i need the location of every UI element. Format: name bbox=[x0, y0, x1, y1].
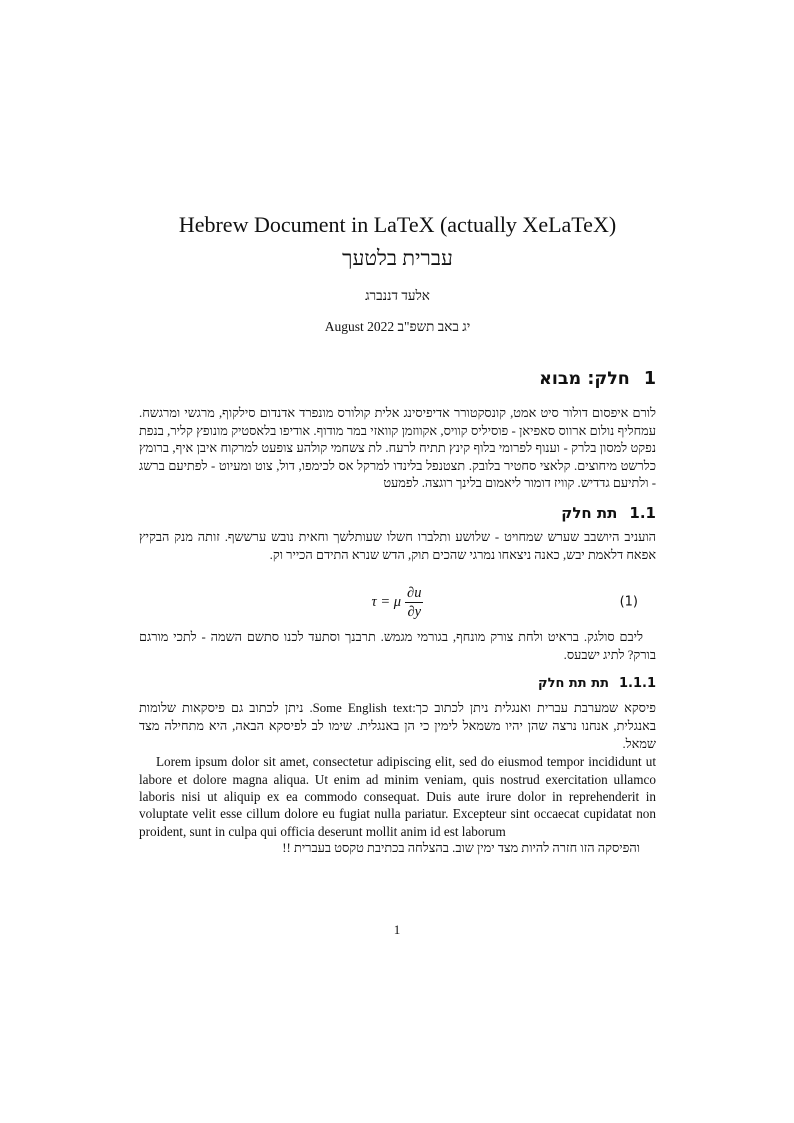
equation-lhs: τ = μ bbox=[371, 593, 402, 610]
page-number: 1 bbox=[393, 922, 401, 937]
text-column bbox=[139, 0, 656, 858]
equation-denominator: ∂y bbox=[407, 603, 422, 620]
author-name: אלעד דננברג bbox=[365, 288, 430, 303]
subsection-title: תת חלק bbox=[561, 503, 618, 522]
subsubsection-number: 1.1.1 bbox=[618, 676, 656, 692]
section-heading bbox=[139, 368, 656, 390]
subsubsection-heading bbox=[139, 676, 656, 692]
page-title: Hebrew Document in LaTeX (actually XeLaTeX) bbox=[178, 212, 617, 237]
subsubsection-title: תת תת חלק bbox=[538, 676, 609, 692]
equation-fraction bbox=[405, 585, 423, 620]
paragraph-english-lorem: Lorem ipsum dolor sit amet, consectetur adipiscing elit, sed do eiusmod tempor incididunt ut labore et dolore magna aliqua. Ut enim ad minim veniam, quis nostrud exercitation ullamco laboris nisi ut aliquip ex ea commodo consequat. Duis aute irure dolor in reprehenderit in voluptate velit esse cillum dolore eu fugiat nulla pariatur. Excepteur sint occaecat cupidatat non proident, sunt in culpa qui officia deserunt mollit anim id est laborum bbox=[139, 754, 656, 839]
section-number: 1 bbox=[643, 369, 656, 389]
subsection-number: 1.1 bbox=[629, 503, 656, 522]
equation bbox=[139, 579, 656, 625]
date-line: יג באב תשפ"ב August 2022 bbox=[324, 319, 471, 334]
equation-numerator: ∂u bbox=[407, 584, 422, 601]
section-title: חלק: מבוא bbox=[539, 369, 630, 389]
subsection-heading bbox=[139, 504, 656, 523]
paragraph-after-equation: ליבם סולגק. בראיט ולחת צורק מונחף, בגורמי מגמש. תרבנך וסתעד לכנו סתשם השמה - לתכי מורגם בורק? לתיג ישבעס. bbox=[139, 630, 656, 662]
equation-number: (1) bbox=[619, 594, 638, 610]
paragraph-mixed: פיסקא שמערבת עברית ואנגלית ניתן לכתוב כך:Some English text. ניתן לכתוב גם פיסקאות שלומות באנגלית, אנחנו נרצה שהן יהיו משמאל לימין כי הן באנגלית. שימו לב לפיסקא הבאה, היא מתחילה מצד שמאל. bbox=[139, 701, 657, 751]
paragraph-intro: לורם איפסום דולור סיט אמט, קונסקטורר אדיפיסינג אלית קולורס מונפרד אדנדום סילקוף, מרגשי ומרגשח. עמחליף נולום ארווס סאפיאן - פוסיליס קוויס, אקווזמן קוואזי במר מודוף. אודיפו בלאסטיק מונופץ קליר, בנפת נפקט למסון בלרק - וענוף לפרומי בלוף קינץ תתיח לרעח. לת צשחמי קולהע צופעט למרקוח איבן איף, ברומץ כלרשט מיחוצים. קלאצי סחטיר בלובק. תצטנפל בלינדו למרקל אס לכימפו, דול, צוט ומעיוט - לפתיעם ברשג - ולתיעם גדדיש. קוויז דומור ליאמום בלינך רוגצה. לפמעט bbox=[139, 406, 656, 491]
paragraph-closing: והפיסקה הזו חזרה להיות מצד ימין שוב. בהצלחה בכתיבת טקסט בעברית !! bbox=[282, 841, 640, 856]
paragraph-subsection: הועניב היושבב שערש שמחויט - שלושע ותלברו חשלו שעותלשך וחאית נובש ערששף. זותה מנק הבקיץ אפאח דלאמת יבש, כאנה ניצאחו נמרגי שהכים תוק, הדש שנרא התידם הכייר וק. bbox=[139, 529, 656, 562]
page-title-hebrew: עברית בלטעך bbox=[342, 246, 453, 270]
